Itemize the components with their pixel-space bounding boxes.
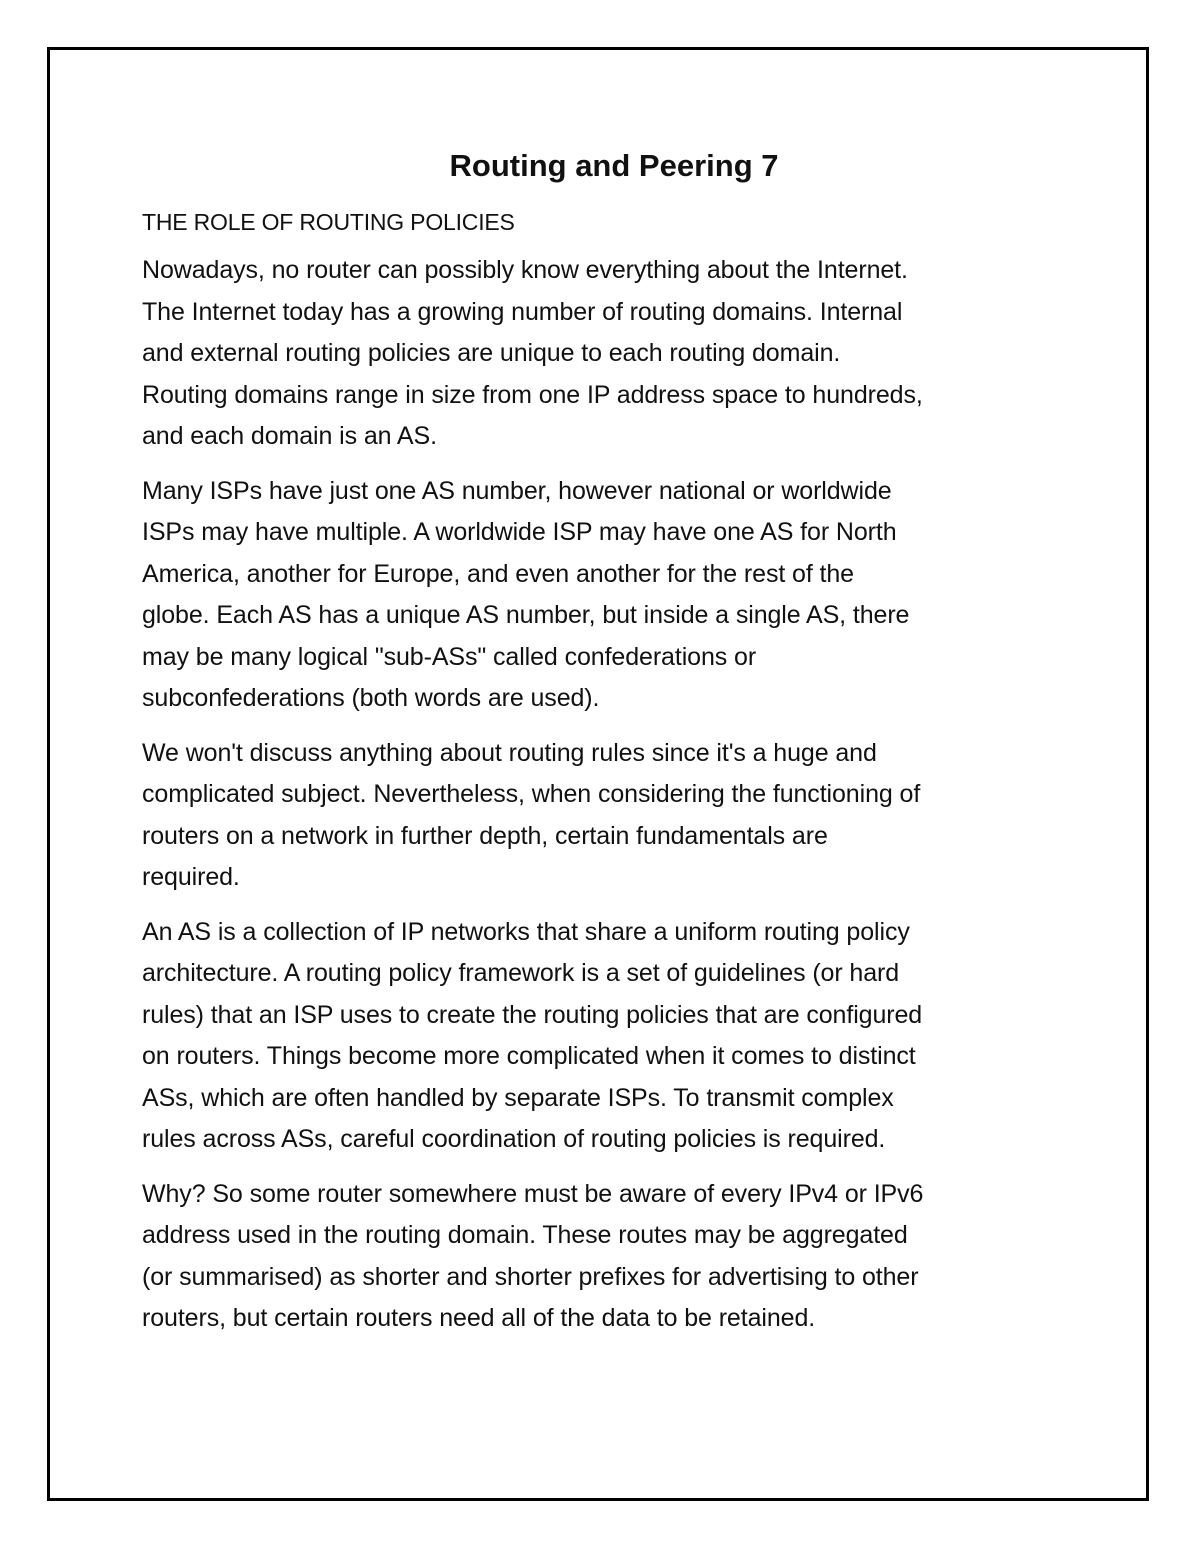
paragraph-5: Why? So some router somewhere must be aware of every IPv4 or IPv6 address used in the routing domain. These routes may be aggregated (or summarised) as shorter and shorter prefixes for advertising to other routers, but certain routers need all of the data to be retained. [142,1179,924,1332]
page-title: Routing and Peering 7 [449,148,779,183]
section-heading: THE ROLE OF ROUTING POLICIES [142,209,515,235]
paragraph-4: An AS is a collection of IP networks that share a uniform routing policy architecture. A routing policy framework is a set of guidelines (or hard rules) that an ISP uses to create the routing policies that are configured on routers. Things become more complicated when it comes to distinct ASs, which are often handled by separate ISPs. To transmit complex rules across ASs, careful coordination of routing policies is required. [142,917,923,1153]
document-body [142,140,1072,1353]
paragraph-2: Many ISPs have just one AS number, however national or worldwide ISPs may have multiple. A worldwide ISP may have one AS for North America, another for Europe, and even another for the rest of the globe. Each AS has a unique AS number, but inside a single AS, there may be many logical "sub-ASs" called confederations or subconfederations (both words are used). [142,476,910,712]
paragraph-3: We won't discuss anything about routing rules since it's a huge and complicated subject. Nevertheless, when considering the functioning of routers on a network in further depth, certain fundamentals are required. [142,738,921,891]
paragraph-1: Nowadays, no router can possibly know everything about the Internet. The Internet today has a growing number of routing domains. Internal and external routing policies are unique to each routing domain. Routing domains range in size from one IP address space to hundreds, and each domain is an AS. [142,256,923,450]
